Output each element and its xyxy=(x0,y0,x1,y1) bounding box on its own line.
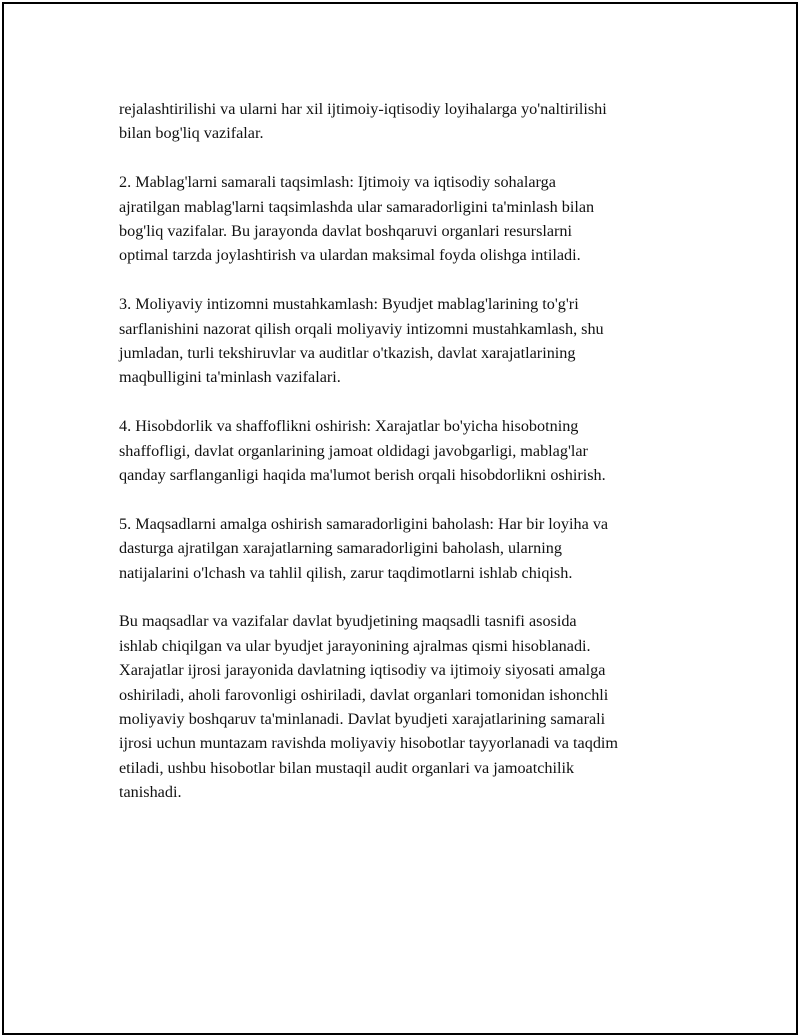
text-line: Bu maqsadlar va vazifalar davlat byudjetining maqsadli tasnifi asosida xyxy=(119,612,577,631)
paragraph xyxy=(119,170,704,268)
text-line: natijalarini o'lchash va tahlil qilish, zarur taqdimotlarni ishlab chiqish. xyxy=(119,563,573,582)
text-line: qanday sarflanganligi haqida ma'lumot berish orqali hisobdorlikni oshirish. xyxy=(119,466,606,485)
text-line: 2. Mablag'larni samarali taqsimlash: Ijtimoiy va iqtisodiy sohalarga xyxy=(119,173,556,192)
text-line: optimal tarzda joylashtirish va ulardan maksimal foyda olishga intiladi. xyxy=(119,246,581,265)
paragraph xyxy=(119,609,704,804)
paragraph xyxy=(119,292,704,390)
text-line: jumladan, turli tekshiruvlar va auditlar o'tkazish, davlat xarajatlarining xyxy=(119,344,576,363)
text-line: maqbulligini ta'minlash vazifalari. xyxy=(119,368,341,387)
text-line: ijrosi uchun muntazam ravishda moliyaviy hisobotlar tayyorlanadi va taqdim xyxy=(119,734,618,753)
text-line: ajratilgan mablag'larni taqsimlashda ular samaradorligini ta'minlash bilan xyxy=(119,197,595,216)
text-line: sarflanishini nazorat qilish orqali moliyaviy intizomni mustahkamlash, shu xyxy=(119,319,604,338)
text-line: shaffofligi, davlat organlarining jamoat oldidagi javobgarligi, mablag'lar xyxy=(119,441,588,460)
text-line: rejalashtirilishi va ularni har xil ijtimoiy-iqtisodiy loyihalarga yo'naltirilishi xyxy=(119,100,607,118)
paragraph xyxy=(119,512,704,585)
text-line: etiladi, ushbu hisobotlar bilan mustaqil audit organlari va jamoatchilik xyxy=(119,758,575,777)
document-body xyxy=(119,97,704,829)
paragraph xyxy=(119,414,704,487)
text-line: tanishadi. xyxy=(119,783,182,802)
text-line: 5. Maqsadlarni amalga oshirish samaradorligini baholash: Har bir loyiha va xyxy=(119,514,609,533)
text-line: oshiriladi, aholi farovonligi oshiriladi, davlat organlari tomonidan ishonchli xyxy=(119,685,609,704)
text-line: dasturga ajratilgan xarajatlarning samaradorligini baholash, ularning xyxy=(119,539,562,558)
paragraph xyxy=(119,97,704,146)
text-line: bog'liq vazifalar. Bu jarayonda davlat boshqaruvi organlari resurslarni xyxy=(119,222,573,241)
text-line: ishlab chiqilgan va ular byudjet jarayonining ajralmas qismi hisoblanadi. xyxy=(119,636,591,655)
text-line: 4. Hisobdorlik va shaffoflikni oshirish: Xarajatlar bo'yicha hisobotning xyxy=(119,417,579,436)
text-line: moliyaviy boshqaruv ta'minlanadi. Davlat byudjeti xarajatlarining samarali xyxy=(119,710,606,729)
text-line: 3. Moliyaviy intizomni mustahkamlash: Byudjet mablag'larining to'g'ri xyxy=(119,295,579,314)
page-frame xyxy=(2,2,798,1035)
text-line: Xarajatlar ijrosi jarayonida davlatning iqtisodiy va ijtimoiy siyosati amalga xyxy=(119,661,606,680)
text-line: bilan bog'liq vazifalar. xyxy=(119,124,264,143)
